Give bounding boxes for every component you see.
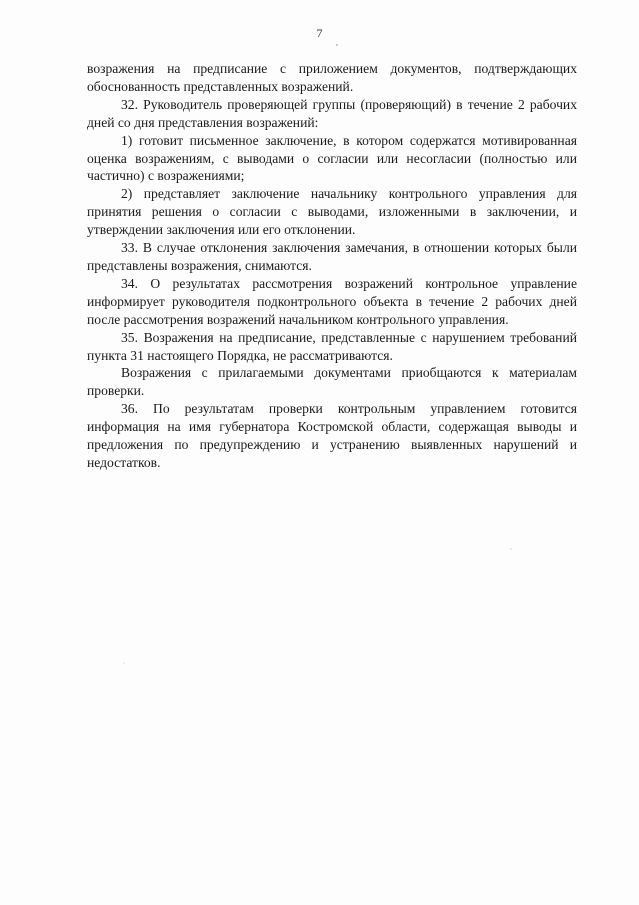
page-number: 7 bbox=[316, 26, 323, 40]
document-body bbox=[87, 60, 577, 472]
paragraph-32: 32. Руководитель проверяющей группы (проверяющий) в течение 2 рабочих дней со дня представления возражений: bbox=[87, 96, 577, 130]
paragraph-36: 36. По результатам проверки контрольным управлением готовится информация на имя губернатора Костромской области, содержащая выводы и предложения по предупреждению и устранению выявленных нарушений и недостатков. bbox=[87, 401, 577, 470]
paragraph-32-item-2: 2) представляет заключение начальнику контрольного управления для принятия решения о согласии с выводами, изложенными в заключении, и утверждении заключения или его отклонении. bbox=[87, 186, 577, 238]
paragraph-33: 33. В случае отклонения заключения замечания, в отношении которых были представлены возражения, снимаются. bbox=[87, 240, 577, 273]
scan-speck bbox=[510, 548, 512, 550]
paragraph-35: 35. Возражения на предписание, представленные с нарушением требований пункта 31 настоящего Порядка, не рассматриваются. bbox=[87, 329, 577, 363]
paragraph-35-note: Возражения с прилагаемыми документами приобщаются к материалам проверки. bbox=[87, 365, 577, 399]
scan-speck bbox=[336, 44, 338, 46]
paragraph-34: 34. О результатах рассмотрения возражений контрольное управление информирует руководителя подконтрольного объекта в течение 2 рабочих дней после рассмотрения возражений начальником контрольного управления. bbox=[87, 275, 577, 327]
scan-speck bbox=[123, 662, 125, 664]
paragraph-32-item-1: 1) готовит письменное заключение, в котором содержатся мотивированная оценка возражениям, с выводами о согласии или несогласии (полностью или частично) с возражениями; bbox=[87, 132, 577, 184]
paragraph-continuation: возражения на предписание с приложением документов, подтверждающих обоснованность представленных возражений. bbox=[87, 61, 577, 94]
